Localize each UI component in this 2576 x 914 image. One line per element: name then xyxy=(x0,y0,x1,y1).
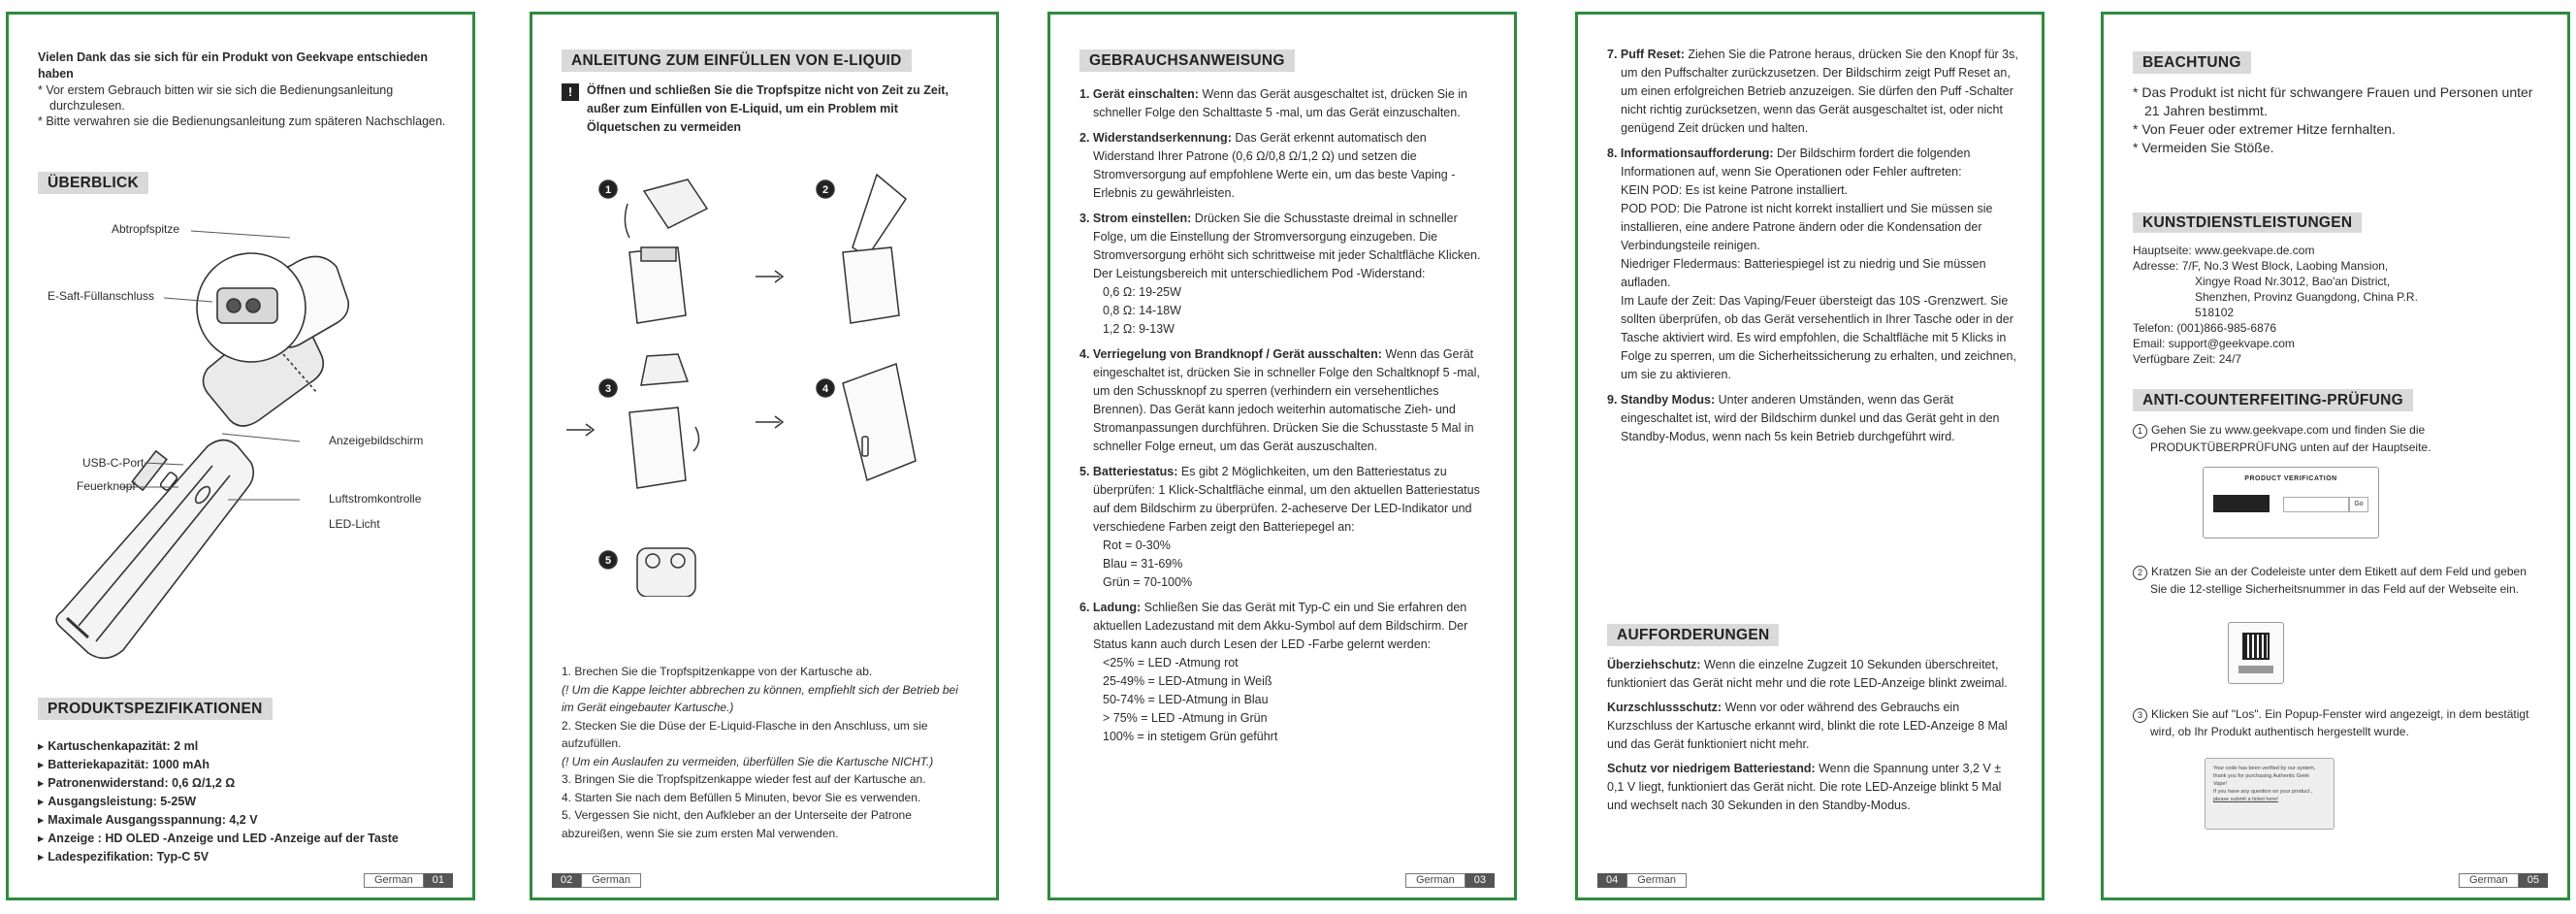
usage-subline: 0,6 Ω: 19-25W xyxy=(1103,285,1181,299)
overview-title: ÜBERBLICK xyxy=(38,172,148,194)
label-fill-port: E-Saft-Füllanschluss xyxy=(48,289,155,303)
spec-item: ▸ Maximale Ausgangsspannung: 4,2 V xyxy=(38,811,453,830)
usage-item-text: Wenn das Gerät ausgeschaltet ist, drücken Sie in schneller Folge den Schalttaste 5 -mal, um das Gerät einzuschalten. xyxy=(1093,87,1467,119)
specs-title: PRODUKTSPEZIFIKATIONEN xyxy=(38,698,273,720)
page-02 xyxy=(530,12,999,900)
usage-list xyxy=(1079,85,1491,746)
usage-subline: Niedriger Fledermaus: Batteriespiegel ist zu niedrig und Sie müssen aufladen. xyxy=(1621,257,1986,289)
page-footer xyxy=(1597,873,1687,888)
caution-title: BEACHTUNG xyxy=(2133,51,2251,74)
verification-popup xyxy=(2205,758,2334,830)
usage-item-text: Ziehen Sie die Patrone heraus, drücken Sie den Knopf für 3s, um den Puffschalter zurückzusetzen. Der Bildschirm zeigt Puff Reset an, um einen erfolgreichen Betrieb anzuzeigen. Sie dürfen den Puff -Schalter nicht richtig zurücksetzen, wenn das Gerät ausgeschaltet ist, oder nicht genügend Zeit drücken und halten. xyxy=(1621,48,2018,135)
footer-language: German xyxy=(1405,873,1465,888)
scratch-label xyxy=(2228,622,2284,684)
filling-note: (! Um ein Auslaufen zu vermeiden, überfüllen Sie die Kartusche NICHT.) xyxy=(562,754,934,768)
verify-step-text: Gehen Sie zu www.geekvape.com und finden Sie die PRODUKTÜBERPRÜFUNG unten auf der Hauptseite. xyxy=(2150,423,2431,454)
usage-item-head: 6. Ladung: xyxy=(1079,601,1142,614)
page-01 xyxy=(6,12,475,900)
usage-subline: 0,8 Ω: 14-18W xyxy=(1103,304,1181,317)
filling-steps-illustration xyxy=(532,170,996,597)
filling-step: 4. Starten Sie nach dem Befüllen 5 Minuten, bevor Sie es verwenden. xyxy=(562,790,921,804)
page-footer xyxy=(2459,873,2548,888)
step-number: 5 xyxy=(604,555,612,567)
usage-subline: 100% = in stetigem Grün geführt xyxy=(1103,730,1278,743)
usage-item-text: Unter anderen Umständen, wenn das Gerät eingeschaltet ist, wird der Bildschirm dunkel und das Gerät geht in den Standby-Modus, wenn nach 5s kein Betrieb durchgeführt wird. xyxy=(1621,393,2000,443)
usage-item xyxy=(1079,210,1491,339)
label-usb: USB-C-Port xyxy=(82,456,145,470)
label-led: LED-Licht xyxy=(329,517,380,531)
usage-subline: Im Laufe der Zeit: Das Vaping/Feuer übersteigt das 10S -Grenzwert. Sie sollten überprüfen, ob das Gerät versehentlich in Ihrer Tasche oder in der Tasche aktiviert wird. Es wird empfohlen, die Schaltfläche mit 5 Klicks in Folge zu sperren, um die Sicherheitssicherung zu erhalten, und zeichnen, um sie zu aktivieren. xyxy=(1621,294,2016,381)
usage-item xyxy=(1607,145,2018,384)
popup-line: If you have any question on your product , xyxy=(2213,789,2313,795)
usage-item xyxy=(1079,599,1491,746)
prompt-head: Kurzschlussschutz: xyxy=(1607,701,1723,714)
label-drip-tip: Abtropfspitze xyxy=(112,222,180,236)
intro-heading: Vielen Dank das sie sich für ein Produkt von Geekvape entschieden haben xyxy=(38,50,428,81)
usage-subline: <25% = LED -Atmung rot xyxy=(1103,656,1239,669)
page-number: 03 xyxy=(1465,873,1495,888)
service-address: Shenzhen, Provinz Guangdong, China P.R. xyxy=(2195,290,2418,304)
verify-step xyxy=(2133,421,2544,456)
usage-item-text: Es gibt 2 Möglichkeiten, um den Batteriestatus zu überprüfen: 1 Klick-Schaltfläche einmal, um den aktuellen Batteriestatus auf dem Bildschirm zu überprüfen. 2-acheserve Der LED-Indikator und verschiedene Farben zeigt den Batteriepegel an: xyxy=(1093,465,1480,534)
usage-subline: 50-74% = LED-Atmung in Blau xyxy=(1103,693,1269,706)
anti-counterfeit-title: ANTI-COUNTERFEITING-PRÜFUNG xyxy=(2133,389,2413,411)
verification-title: PRODUCT VERIFICATION xyxy=(2244,475,2337,482)
page-footer xyxy=(1405,873,1495,888)
prompt-item xyxy=(1607,699,2018,754)
usage-item xyxy=(1079,463,1491,592)
usage-item-text: Der Bildschirm fordert die folgenden Informationen auf, wenn Sie Operationen oder Fehler auftreten: xyxy=(1621,147,1971,179)
service-phone: Telefon: (001)866-985-6876 xyxy=(2133,321,2277,335)
footer-language: German xyxy=(364,873,424,888)
verify-step xyxy=(2133,705,2544,740)
label-fire-button: Feuerknopf xyxy=(77,479,136,493)
page-number: 01 xyxy=(424,873,453,888)
spec-item: ▸ Patronenwiderstand: 0,6 Ω/1,2 Ω xyxy=(38,774,453,793)
qr-code-icon xyxy=(2242,633,2270,660)
page-04 xyxy=(1575,12,2045,900)
warning-text: Öffnen und schließen Sie die Tropfspitze nicht von Zeit zu Zeit, außer zum Einfüllen von E-Liquid, um ein Problem mit Ölquetschen zu vermeiden xyxy=(587,83,949,134)
usage-list-continued xyxy=(1607,46,2018,446)
usage-item-text: Drücken Sie die Schusstaste dreimal in schneller Folge, um die Einstellung der Stromversorgung einzugeben. Die Stromversorgung erhöht sich schrittweise mit jeder Schaltfläche Klicken. Der Leistungsbereich mit unterschiedlichem Pod -Widerstand: xyxy=(1093,212,1481,280)
step-number: 3 xyxy=(604,383,612,395)
filling-step: 1. Brechen Sie die Tropfspitzenkappe von der Kartusche ab. xyxy=(562,665,873,678)
usage-item-text: Wenn das Gerät eingeschaltet ist, drücken Sie in schneller Folge den Schaltknopf 5 -mal, um den Schussknopf zu sperren (verhindern ein versehentliches Brennen). Das Gerät kann jedoch weiterhin automatische Zieh- und Stromanpassungen durchführen. Drücken Sie die Schusstaste 5 Mal in schneller Folge erneut, um das Gerät auszuschalten. xyxy=(1093,347,1480,453)
prompt-text: Wenn die einzelne Zugzeit 10 Sekunden überschreitet, funktioniert das Gerät nicht mehr und die rote LED-Anzeige blinkt zweimal. xyxy=(1607,658,2008,690)
verification-panel xyxy=(2203,467,2379,539)
usage-subline: 25-49% = LED-Atmung in Weiß xyxy=(1103,674,1272,688)
prompt-text: Wenn vor oder während des Gebrauchs ein Kurzschluss der Kartusche erkannt wird, blinkt die rote LED-Anzeige 8 Mal und das Gerät funktioniert nicht mehr. xyxy=(1607,701,2008,751)
verification-logo xyxy=(2213,495,2270,512)
page-footer xyxy=(364,873,453,888)
spec-item: ▸ Kartuschenkapazität: 2 ml xyxy=(38,737,453,756)
usage-item-head: 5. Batteriestatus: xyxy=(1079,465,1178,478)
label-display: Anzeigebildschirm xyxy=(329,434,424,447)
footer-language: German xyxy=(1626,873,1687,888)
warning-box xyxy=(562,82,973,137)
spec-item: ▸ Ladespezifikation: Typ-C 5V xyxy=(38,848,453,866)
filling-step: 3. Bringen Sie die Tropfspitzenkappe wieder fest auf der Kartusche an. xyxy=(562,772,926,786)
spec-item: ▸ Batteriekapazität: 1000 mAh xyxy=(38,756,453,774)
usage-item-head: 1. Gerät einschalten: xyxy=(1079,87,1199,101)
usage-title: GEBRAUCHSANWEISUNG xyxy=(1079,49,1295,72)
usage-item-head: 9. Standby Modus: xyxy=(1607,393,1716,407)
page-number: 02 xyxy=(552,873,581,888)
verify-step xyxy=(2133,563,2544,598)
usage-item xyxy=(1079,85,1491,122)
step-number: 2 xyxy=(821,184,829,196)
spec-item: ▸ Ausgangsleistung: 5-25W xyxy=(38,793,453,811)
footer-language: German xyxy=(2459,873,2519,888)
usage-subline: KEIN POD: Es ist keine Patrone installiert. xyxy=(1621,183,1849,197)
verify-step-text: Kratzen Sie an der Codeleiste unter dem Etikett auf dem Feld und geben Sie die 12-stellige Sicherheitsnummer in das Feld auf der Webseite ein. xyxy=(2150,565,2527,596)
page-03 xyxy=(1047,12,1517,900)
step-number: 1 xyxy=(604,184,612,196)
usage-subline: Rot = 0-30% xyxy=(1103,539,1171,552)
step-number: 1 xyxy=(2133,424,2147,439)
verify-step-text: Klicken Sie auf "Los". Ein Popup-Fenster wird angezeigt, in dem bestätigt wird, ob Ihr Produkt authentisch hergestellt wurde. xyxy=(2150,707,2529,738)
filling-step: 2. Stecken Sie die Düse der E-Liquid-Flasche in den Anschluss, um sie aufzufüllen. xyxy=(562,718,928,750)
popup-line: thank you for purchasing Authentic Geek xyxy=(2213,773,2310,779)
verification-input[interactable] xyxy=(2283,497,2349,512)
verification-go-button[interactable]: Go xyxy=(2349,497,2368,512)
intro-note-1: * Vor erstem Gebrauch bitten wir sie sich die Bedienungsanleitung durchzulesen. xyxy=(38,83,394,113)
filling-steps-text xyxy=(562,663,973,842)
page-footer xyxy=(552,873,641,888)
spec-item: ▸ Anzeige : HD OLED -Anzeige und LED -Anzeige auf der Taste xyxy=(38,830,453,848)
prompt-text: Wenn die Spannung unter 3,2 V ± 0,1 V liegt, funktioniert das Gerät nicht. Die rote LED-Anzeige blinkt 5 Mal und wechselt nach 30 Sekunden in den Standby-Modus. xyxy=(1607,762,2002,812)
usage-item-text: Schließen Sie das Gerät mit Typ-C ein und Sie erfahren den aktuellen Ladezustand mit dem Akku-Symbol auf dem Bildschirm. Der Status kann auch durch Lesen der LED -Farbe gelernt werden: xyxy=(1093,601,1468,651)
caution-item: * Das Produkt ist nicht für schwangere Frauen und Personen unter 21 Jahren bestimmt. xyxy=(2133,84,2533,118)
prompts-title: AUFFORDERUNGEN xyxy=(1607,624,1779,646)
service-homepage: Hauptseite: www.geekvape.de.com xyxy=(2133,244,2315,257)
usage-subline: > 75% = LED -Atmung in Grün xyxy=(1103,711,1268,725)
specs-list xyxy=(38,737,453,866)
filling-step: 5. Vergessen Sie nicht, den Aufkleber an der Unterseite der Patrone abzureißen, wenn Sie sie zum ersten Mal verwenden. xyxy=(562,808,912,840)
usage-subline: 1,2 Ω: 9-13W xyxy=(1103,322,1175,336)
prompt-head: Überziehschutz: xyxy=(1607,658,1701,671)
warning-icon: ! xyxy=(562,83,579,101)
prompt-head: Schutz vor niedrigem Batteriestand: xyxy=(1607,762,1816,775)
prompt-item xyxy=(1607,656,2018,693)
service-hours: Verfügbare Zeit: 24/7 xyxy=(2133,352,2242,366)
usage-item xyxy=(1079,345,1491,456)
popup-ticket-link[interactable]: please submit a ticket here! xyxy=(2213,797,2278,802)
popup-line: Your code has been verified by our system, xyxy=(2213,766,2316,771)
service-address: 518102 xyxy=(2195,306,2235,319)
page-number: 05 xyxy=(2519,873,2548,888)
footer-language: German xyxy=(581,873,641,888)
intro-note-2: * Bitte verwahren sie die Bedienungsanleitung zum späteren Nachschlagen. xyxy=(38,114,446,128)
usage-item-head: 3. Strom einstellen: xyxy=(1079,212,1192,225)
caution-item: * Vermeiden Sie Stöße. xyxy=(2133,140,2274,155)
label-airflow: Luftstromkontrolle xyxy=(329,492,422,506)
usage-subline: POD POD: Die Patrone ist nicht korrekt installiert und Sie müssen sie installieren, eine andere Patrone ändern oder die Kondensation der Verbindungsteile reinigen. xyxy=(1621,202,1993,252)
service-email: Email: support@geekvape.com xyxy=(2133,337,2295,350)
usage-subline: Grün = 70-100% xyxy=(1103,575,1193,589)
usage-item xyxy=(1079,129,1491,203)
service-title: KUNSTDIENSTLEISTUNGEN xyxy=(2133,212,2362,233)
popup-line: Vape! xyxy=(2213,781,2227,787)
page-05 xyxy=(2101,12,2570,900)
usage-item-head: 8. Informationsaufforderung: xyxy=(1607,147,1774,160)
filling-note: (! Um die Kappe leichter abbrechen zu können, empfiehlt sich der Betrieb bei im Gerät eingebauter Kartusche.) xyxy=(562,682,958,714)
step-number: 3 xyxy=(2133,708,2147,723)
usage-subline: Blau = 31-69% xyxy=(1103,557,1183,571)
page-number: 04 xyxy=(1597,873,1626,888)
usage-item-head: 4. Verriegelung von Brandknopf / Gerät ausschalten: xyxy=(1079,347,1382,361)
callout-lines xyxy=(9,209,472,519)
service-address: Xingye Road Nr.3012, Bao'an District, xyxy=(2195,275,2391,288)
usage-item-head: 2. Widerstandserkennung: xyxy=(1079,131,1232,145)
usage-item xyxy=(1607,391,2018,446)
filling-title: ANLEITUNG ZUM EINFÜLLEN VON E-LIQUID xyxy=(562,49,912,72)
usage-item-head: 7. Puff Reset: xyxy=(1607,48,1685,61)
scratch-strip xyxy=(2238,666,2273,673)
caution-item: * Von Feuer oder extremer Hitze fernhalten. xyxy=(2133,121,2396,137)
usage-item-text: Das Gerät erkennt automatisch den Widerstand Ihrer Patrone (0,6 Ω/0,8 Ω/1,2 Ω) und setzen die Stromversorgung auf empfohlene Werte ein, um das beste Vaping -Erlebnis zu gewährleisten. xyxy=(1093,131,1456,200)
usage-item xyxy=(1607,46,2018,138)
prompt-item xyxy=(1607,760,2018,815)
step-number: 2 xyxy=(2133,566,2147,580)
service-address: Adresse: 7/F, No.3 West Block, Laobing Mansion, xyxy=(2133,259,2389,273)
step-number: 4 xyxy=(821,383,829,395)
